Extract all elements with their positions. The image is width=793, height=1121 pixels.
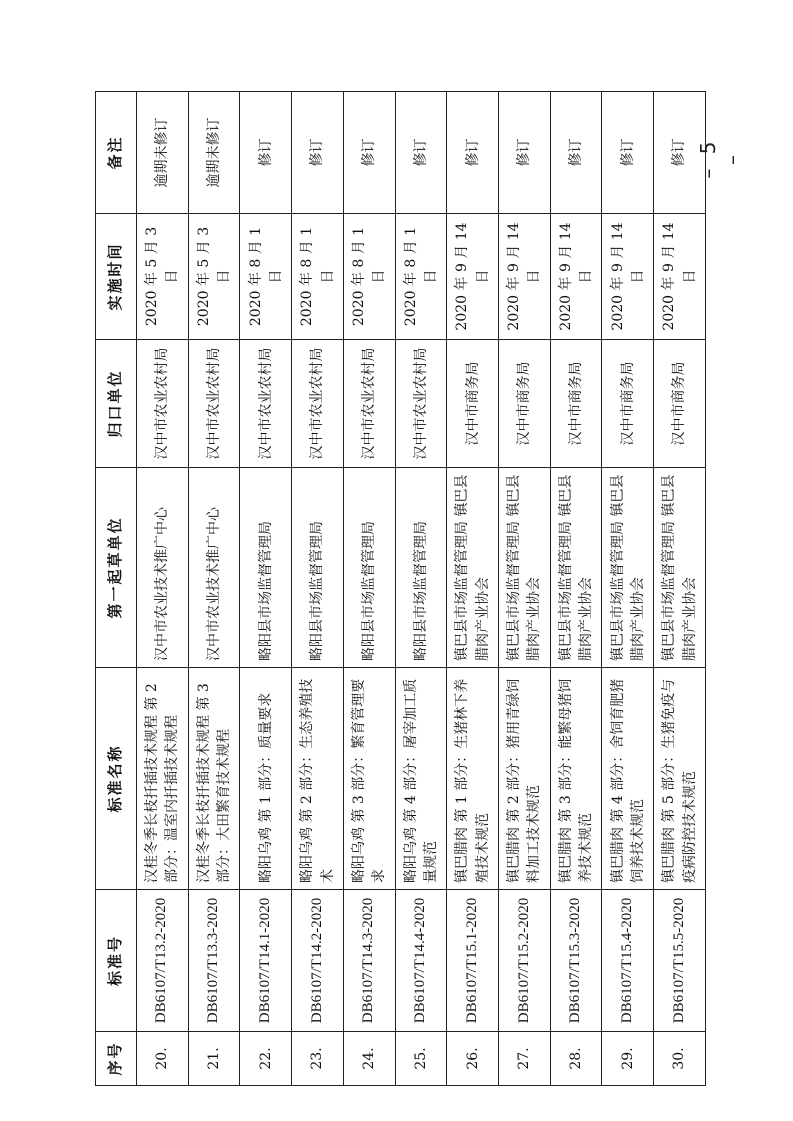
cell-seq: 21. [188,1032,240,1086]
cell-note: 逾期未修订 [137,92,189,214]
cell-code: DB6107/T15.5-2020 [654,890,706,1032]
cell-org: 镇巴县市场监督管理局 镇巴县腊肉产业协会 [447,468,499,668]
cell-org: 略阳县市场监督管理局 [343,468,395,668]
cell-date: 2020 年 5 月 3 日 [188,214,240,340]
table-row [447,92,499,1086]
cell-date: 2020 年 9 月 14 日 [499,214,551,340]
cell-dept: 汉中市农业农村局 [395,340,447,468]
cell-name: 略阳乌鸡 第 2 部分：生态养殖技术 [292,668,344,890]
table-row [654,92,706,1086]
table-row [292,92,344,1086]
cell-dept: 汉中市农业农村局 [343,340,395,468]
header-date: 实施时间 [96,214,137,340]
cell-seq: 28. [550,1032,602,1086]
cell-org: 略阳县市场监督管理局 [240,468,292,668]
cell-code: DB6107/T15.4-2020 [602,890,654,1032]
cell-date: 2020 年 5 月 3 日 [137,214,189,340]
table-row [188,92,240,1086]
cell-dept: 汉中市农业农村局 [188,340,240,468]
header-org: 第一起草单位 [96,468,137,668]
cell-name: 镇巴腊肉 第 5 部分：生猪免疫与疫病防控技术规范 [654,668,706,890]
table-row [395,92,447,1086]
cell-date: 2020 年 8 月 1 日 [292,214,344,340]
cell-seq: 22. [240,1032,292,1086]
cell-code: DB6107/T14.3-2020 [343,890,395,1032]
cell-name: 略阳乌鸡 第 3 部分：繁育管理要求 [343,668,395,890]
cell-org: 镇巴县市场监督管理局 镇巴县腊肉产业协会 [499,468,551,668]
cell-org: 镇巴县市场监督管理局 镇巴县腊肉产业协会 [654,468,706,668]
cell-note: 修订 [240,92,292,214]
table-row [240,92,292,1086]
header-code: 标准号 [96,890,137,1032]
cell-note: 修订 [292,92,344,214]
cell-date: 2020 年 8 月 1 日 [343,214,395,340]
cell-name: 汉桂冬季长枝扦插技术规程 第 2 部分：温室内扦插技术规程 [137,668,189,890]
cell-note: 修订 [343,92,395,214]
rotated-table-wrapper [95,92,706,1086]
page-number-text: – 5 – [696,137,744,179]
cell-seq: 27. [499,1032,551,1086]
cell-org: 略阳县市场监督管理局 [395,468,447,668]
cell-name: 略阳乌鸡 第 4 部分：屠宰加工质量规范 [395,668,447,890]
cell-dept: 汉中市农业农村局 [292,340,344,468]
cell-dept: 汉中市商务局 [550,340,602,468]
cell-seq: 25. [395,1032,447,1086]
cell-org: 镇巴县市场监督管理局 镇巴县腊肉产业协会 [602,468,654,668]
cell-seq: 20. [137,1032,189,1086]
cell-seq: 26. [447,1032,499,1086]
table-header-row [96,92,137,1086]
cell-name: 镇巴腊肉 第 4 部分：舍饲育肥猪饲养技术规范 [602,668,654,890]
cell-date: 2020 年 8 月 1 日 [395,214,447,340]
cell-org: 镇巴县市场监督管理局 镇巴县腊肉产业协会 [550,468,602,668]
cell-code: DB6107/T13.2-2020 [137,890,189,1032]
table-row [602,92,654,1086]
cell-dept: 汉中市商务局 [654,340,706,468]
cell-note: 修订 [602,92,654,214]
cell-seq: 30. [654,1032,706,1086]
cell-org: 汉中市农业技术推广中心 [188,468,240,668]
cell-name: 镇巴腊肉 第 1 部分：生猪林下养殖技术规范 [447,668,499,890]
cell-note: 修订 [395,92,447,214]
cell-dept: 汉中市商务局 [602,340,654,468]
cell-dept: 汉中市商务局 [499,340,551,468]
rotated-page-content [95,92,706,1086]
cell-code: DB6107/T15.2-2020 [499,890,551,1032]
cell-date: 2020 年 9 月 14 日 [654,214,706,340]
table-row [499,92,551,1086]
cell-code: DB6107/T14.2-2020 [292,890,344,1032]
cell-code: DB6107/T13.3-2020 [188,890,240,1032]
cell-name: 镇巴腊肉 第 3 部分：能繁母猪饲养技术规范 [550,668,602,890]
cell-seq: 23. [292,1032,344,1086]
cell-org: 汉中市农业技术推广中心 [137,468,189,668]
standards-table [95,91,706,1086]
cell-date: 2020 年 9 月 14 日 [550,214,602,340]
cell-code: DB6107/T14.4-2020 [395,890,447,1032]
cell-seq: 24. [343,1032,395,1086]
cell-code: DB6107/T15.3-2020 [550,890,602,1032]
header-seq: 序号 [96,1032,137,1086]
cell-dept: 汉中市农业农村局 [240,340,292,468]
cell-name: 镇巴腊肉 第 2 部分：猪用青绿饲料加工技术规范 [499,668,551,890]
table-row [550,92,602,1086]
cell-note: 修订 [499,92,551,214]
cell-name: 略阳乌鸡 第 1 部分：质量要求 [240,668,292,890]
cell-date: 2020 年 8 月 1 日 [240,214,292,340]
cell-note: 修订 [654,92,706,214]
cell-code: DB6107/T14.1-2020 [240,890,292,1032]
header-note: 备注 [96,92,137,214]
cell-note: 修订 [447,92,499,214]
table-row [137,92,189,1086]
cell-dept: 汉中市农业农村局 [137,340,189,468]
page-number [696,116,744,179]
cell-note: 逾期未修订 [188,92,240,214]
table-row [343,92,395,1086]
cell-date: 2020 年 9 月 14 日 [447,214,499,340]
cell-note: 修订 [550,92,602,214]
header-dept: 归口单位 [96,340,137,468]
cell-code: DB6107/T15.1-2020 [447,890,499,1032]
cell-dept: 汉中市商务局 [447,340,499,468]
header-name: 标准名称 [96,668,137,890]
cell-org: 略阳县市场监督管理局 [292,468,344,668]
cell-name: 汉桂冬季长枝扦插技术规程 第 3 部分：大田繁育技术规程 [188,668,240,890]
cell-date: 2020 年 9 月 14 日 [602,214,654,340]
cell-seq: 29. [602,1032,654,1086]
